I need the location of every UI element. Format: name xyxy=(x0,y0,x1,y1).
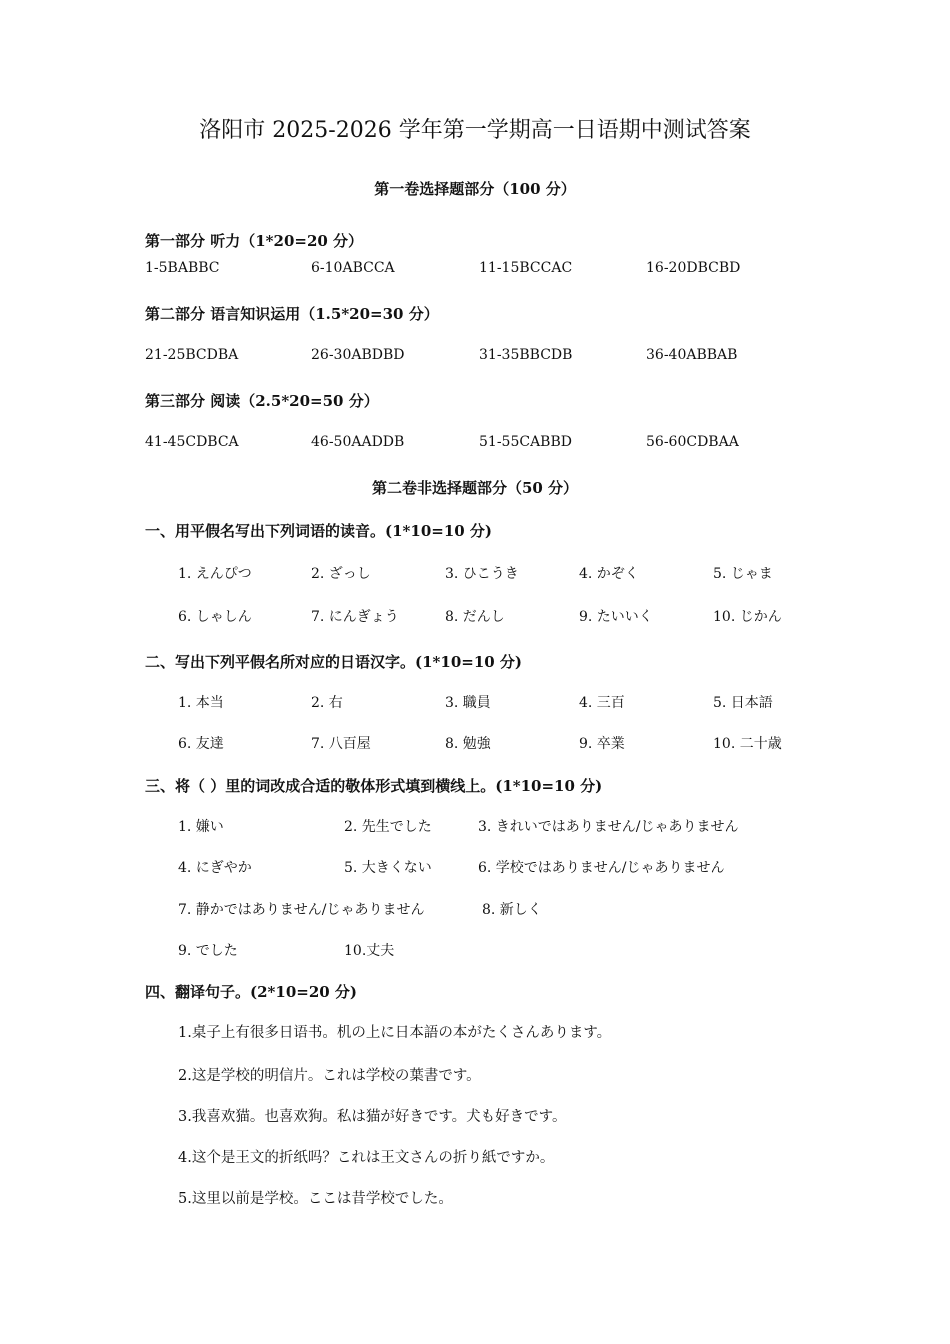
answer-item: 7. にんぎょう xyxy=(311,609,399,625)
answer-item: 4. 三百 xyxy=(579,695,625,711)
answer-group: 1-5BABBC xyxy=(145,260,220,276)
answer-item: 8. だんし xyxy=(445,609,505,625)
answer-item: 1. えんぴつ xyxy=(178,566,252,582)
translation-sentence: 4.这个是王文的折纸吗？これは王文さんの折り紙ですか。 xyxy=(178,1150,555,1166)
translation-sentence: 2.这是学校的明信片。これは学校の葉書です。 xyxy=(178,1068,481,1084)
volume1-title: 第一卷选择题部分（100 分） xyxy=(374,180,576,198)
answer-group: 36-40ABBAB xyxy=(646,347,738,363)
answer-group: 26-30ABDBD xyxy=(311,347,405,363)
answer-item: 7. 静かではありません/じゃありません xyxy=(178,902,425,918)
answer-group: 31-35BBCDB xyxy=(479,347,573,363)
answer-item: 2. 右 xyxy=(311,695,343,711)
answer-group: 11-15BCCAC xyxy=(479,260,573,276)
answer-item: 3. きれいではありません/じゃありません xyxy=(478,819,739,835)
answer-group: 51-55CABBD xyxy=(479,434,572,450)
answer-item: 10. 二十歳 xyxy=(713,736,782,752)
volume2-title: 第二卷非选择题部分（50 分） xyxy=(371,479,579,497)
section1-heading: 一、用平假名写出下列词语的读音。(1*10=10 分) xyxy=(145,522,493,540)
answer-item: 6. 友達 xyxy=(178,736,224,752)
answer-item: 2. 先生でした xyxy=(344,819,432,835)
answer-group: 16-20DBCBD xyxy=(646,260,741,276)
part1-heading: 第一部分 听力（1*20=20 分） xyxy=(145,232,364,250)
answer-item: 4. にぎやか xyxy=(178,860,252,876)
answer-item: 9. 卒業 xyxy=(579,736,625,752)
answer-item: 5. 大きくない xyxy=(344,860,432,876)
answer-group: 21-25BCDBA xyxy=(145,347,239,363)
section4-heading: 四、翻译句子。(2*10=20 分) xyxy=(145,983,358,1001)
answer-item: 5. じゃま xyxy=(713,566,773,582)
answer-item: 10. じかん xyxy=(713,609,782,625)
answer-item: 5. 日本語 xyxy=(713,695,773,711)
answer-item: 1. 嫌い xyxy=(178,819,224,835)
answer-item: 8. 勉強 xyxy=(445,736,491,752)
part3-heading: 第三部分 阅读（2.5*20=50 分） xyxy=(145,392,379,410)
answer-item: 7. 八百屋 xyxy=(311,736,371,752)
answer-item: 6. 学校ではありません/じゃありません xyxy=(478,860,725,876)
part2-heading: 第二部分 语言知识运用（1.5*20=30 分） xyxy=(145,305,439,323)
answer-item: 2. ざっし xyxy=(311,566,371,582)
answer-item: 3. 職員 xyxy=(445,695,491,711)
answer-item: 3. ひこうき xyxy=(445,566,519,582)
section2-heading: 二、写出下列平假名所对应的日语汉字。(1*10=10 分) xyxy=(145,653,523,671)
section3-heading: 三、将（ ）里的词改成合适的敬体形式填到横线上。(1*10=10 分) xyxy=(145,777,603,795)
translation-sentence: 5.这里以前是学校。ここは昔学校でした。 xyxy=(178,1191,453,1207)
document-title: 洛阳市 2025-2026 学年第一学期高一日语期中测试答案 xyxy=(199,118,751,143)
answer-item: 8. 新しく xyxy=(482,902,542,918)
answer-group: 6-10ABCCA xyxy=(311,260,395,276)
answer-item: 9. でした xyxy=(178,943,238,959)
answer-item: 9. たいいく xyxy=(579,609,653,625)
answer-item: 4. かぞく xyxy=(579,566,639,582)
answer-group: 41-45CDBCA xyxy=(145,434,239,450)
answer-item: 6. しゃしん xyxy=(178,609,252,625)
answer-item: 10.丈夫 xyxy=(344,943,395,959)
answer-group: 56-60CDBAA xyxy=(646,434,739,450)
answer-group: 46-50AADDB xyxy=(311,434,405,450)
translation-sentence: 3.我喜欢猫。也喜欢狗。私は猫が好きです。犬も好きです。 xyxy=(178,1109,567,1125)
answer-item: 1. 本当 xyxy=(178,695,224,711)
translation-sentence: 1.桌子上有很多日语书。机の上に日本語の本がたくさんあります。 xyxy=(178,1025,612,1041)
